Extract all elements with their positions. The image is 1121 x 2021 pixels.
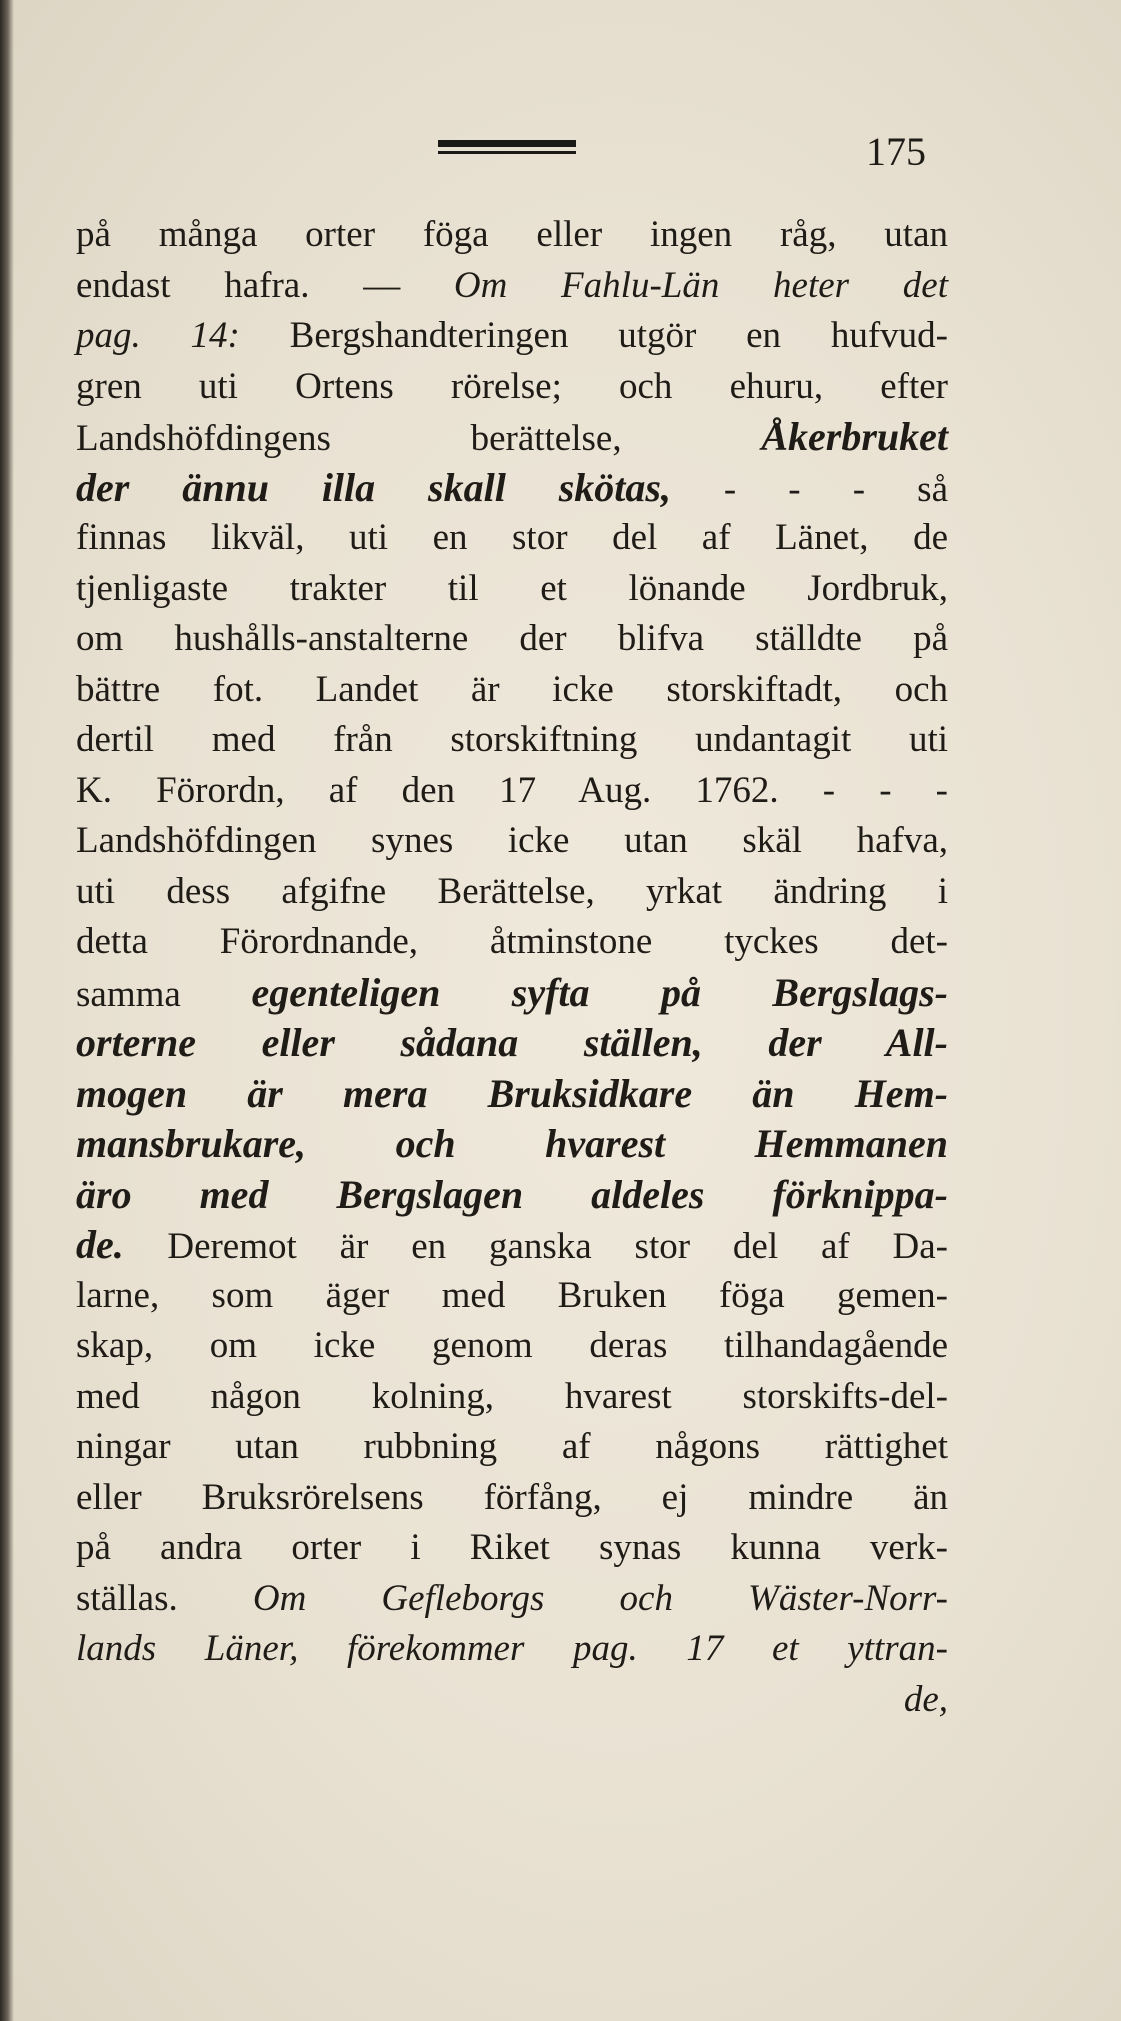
roman-text: samma xyxy=(76,973,252,1015)
italic-text: lands Läner, förekommer pag. 17 et yttran- xyxy=(76,1628,948,1669)
body-text xyxy=(76,210,948,1725)
italic-text: de, xyxy=(903,1678,948,1720)
roman-text: larne, som äger med Bruken föga gemen- xyxy=(76,1274,948,1316)
roman-text: Landshöfdingen synes icke utan skäl hafva, xyxy=(76,820,948,861)
italic-text: Om Gefleborgs och Wäster-Norr- xyxy=(252,1577,949,1619)
roman-text: ställas. xyxy=(76,1577,253,1619)
text-line xyxy=(76,665,948,716)
text-line xyxy=(76,210,948,261)
text-line xyxy=(76,1574,948,1625)
text-line xyxy=(76,513,948,564)
text-line xyxy=(76,1271,948,1322)
italic-text: mogen är mera Bruksidkare än Hem- xyxy=(76,1070,948,1116)
text-line xyxy=(76,715,948,766)
header-rule-ornament xyxy=(438,140,576,156)
text-line xyxy=(76,1523,948,1574)
text-line xyxy=(76,1422,948,1473)
italic-text: Åkerbruket xyxy=(761,414,948,459)
page-number: 175 xyxy=(866,129,926,174)
roman-text: eller Bruksrörelsens förfång, ej mindre än xyxy=(76,1476,948,1518)
roman-text: Deremot är en ganska stor del af Da- xyxy=(167,1226,948,1267)
roman-text: - - - så xyxy=(723,468,948,510)
text-line xyxy=(76,968,948,1019)
text-line xyxy=(76,1372,948,1423)
roman-text: K. Förordn, af den 17 Aug. 1762. - - - xyxy=(76,769,948,811)
text-line xyxy=(76,1473,948,1524)
text-line xyxy=(76,917,948,968)
roman-text: skap, om icke genom deras tilhandagående xyxy=(76,1325,948,1366)
roman-text: endast hafra. — xyxy=(76,264,454,306)
roman-text: bättre fot. Landet är icke storskiftadt, och xyxy=(76,668,948,710)
text-line xyxy=(76,1069,948,1120)
text-line xyxy=(76,614,948,665)
roman-text: dertil med från storskiftning undantagit uti xyxy=(76,719,948,760)
roman-text: om hushålls-anstalterne der blifva ställdte på xyxy=(76,618,948,659)
roman-text: ningar utan rubbning af någons rättighet xyxy=(76,1426,948,1467)
roman-text: uti dess afgifne Berättelse, yrkat ändring i xyxy=(76,870,948,912)
roman-text: finnas likväl, uti en stor del af Länet, de xyxy=(76,517,948,558)
text-line xyxy=(76,1119,948,1170)
header-rule-thin xyxy=(438,151,576,154)
header-rule-thick xyxy=(438,140,576,147)
roman-text: Landshöfdingens berättelse, xyxy=(76,418,762,459)
text-line xyxy=(76,463,948,514)
text-line xyxy=(76,1624,948,1675)
italic-text: mansbrukare, och hvarest Hemmanen xyxy=(76,1121,948,1166)
roman-text: på många orter föga eller ingen råg, utan xyxy=(76,214,948,255)
roman-text: på andra orter i Riket synas kunna verk- xyxy=(76,1527,948,1568)
text-line xyxy=(76,1018,948,1069)
italic-text: äro med Bergslagen aldeles förknippa- xyxy=(76,1171,948,1217)
text-line xyxy=(76,766,948,817)
italic-text: orterne eller sådana ställen, der All- xyxy=(76,1020,948,1065)
text-line xyxy=(76,311,948,362)
text-line xyxy=(76,261,948,312)
italic-text: der ännu illa skall skötas, xyxy=(76,464,724,510)
roman-text: tjenligaste trakter til et lönande Jordbruk, xyxy=(76,567,948,609)
text-line xyxy=(76,1220,948,1271)
text-line xyxy=(76,867,948,918)
text-line xyxy=(76,362,948,413)
text-line xyxy=(76,412,948,463)
text-line xyxy=(76,1170,948,1221)
roman-text: Bergshandteringen utgör en hufvud- xyxy=(289,315,948,356)
italic-text: Om Fahlu-Län heter det xyxy=(453,264,948,306)
text-line xyxy=(76,816,948,867)
italic-text: egenteligen syfta på Bergslags- xyxy=(251,969,948,1015)
italic-text: pag. 14: xyxy=(76,315,290,356)
text-line xyxy=(76,1675,948,1726)
roman-text: gren uti Ortens rörelse; och ehuru, efter xyxy=(76,365,948,407)
book-spine-shadow xyxy=(0,0,14,2021)
text-line xyxy=(76,564,948,615)
roman-text: detta Förordnande, åtminstone tyckes det- xyxy=(76,921,948,962)
italic-text: de. xyxy=(76,1222,168,1267)
roman-text: med någon kolning, hvarest storskifts-del- xyxy=(76,1375,948,1417)
text-line xyxy=(76,1321,948,1372)
